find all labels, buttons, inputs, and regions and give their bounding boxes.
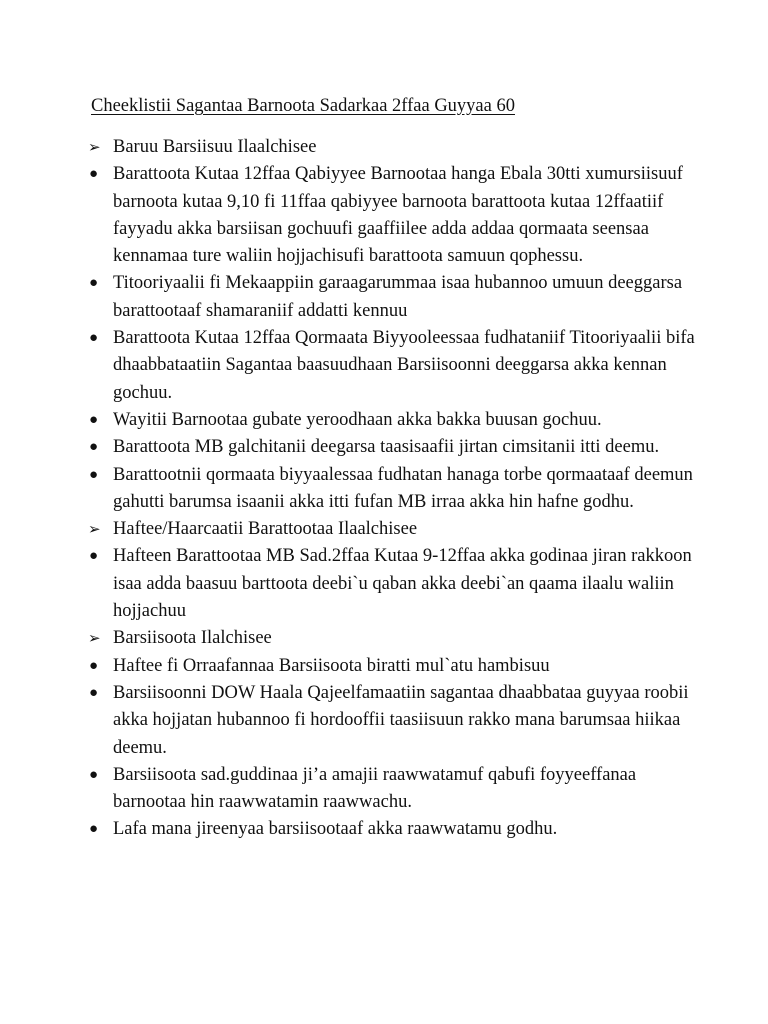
bullet-icon: ● (89, 439, 99, 456)
item-text: Haftee fi Orraafannaa Barsiisoota biratti mul`atu hambisuu (113, 655, 550, 676)
bullet-icon: ● (89, 275, 99, 292)
list-item (0, 653, 768, 680)
section-heading-item (0, 516, 768, 543)
list-item (0, 762, 768, 817)
list-item (0, 462, 768, 517)
bullet-icon: ● (89, 330, 99, 347)
section-heading-item (0, 134, 768, 161)
item-text: Lafa mana jireenyaa barsiisootaaf akka raawwatamu godhu. (113, 819, 558, 840)
bullet-icon: ● (89, 411, 99, 428)
bullet-icon: ● (89, 766, 99, 783)
list-item (0, 161, 768, 270)
item-text: Barattoota Kutaa 12ffaa Qabiyyee Barnootaa hanga Ebala 30tti xumursiisuuf barnoota kutaa 9,10 fi 11ffaa qabiyyee barnoota barattoota kutaa 12ffaatiif fayyadu akka barsiisan gochuufi gaaffiilee adda addaa qormaata seensaa kennamaa ture waliin hojjachisufi barattoota samuun qophessu. (113, 164, 683, 267)
list-item (0, 816, 768, 843)
list-item (0, 434, 768, 461)
section-heading-item (0, 625, 768, 652)
item-text: Haftee/Haarcaatii Barattootaa Ilaalchisee (113, 519, 418, 540)
item-text: Baruu Barsiisuu Ilaalchisee (113, 137, 317, 157)
checklist (0, 134, 768, 844)
bullet-icon: ● (89, 548, 99, 565)
item-text: Barattoota Kutaa 12ffaa Qormaata Biyyooleessaa fudhataniif Titooriyaalii bifa dhaabbataatiin Sagantaa baasuudhaan Barsiisoonni deeggarsa akka kennan gochuu. (113, 328, 695, 403)
bullet-icon: ● (89, 466, 99, 483)
item-text: Barsiisoota sad.guddinaa ji’a amajii raawwatamuf qabufi foyyeeffanaa barnootaa hin raawwatamin raawwachu. (113, 764, 637, 813)
bullet-icon: ● (89, 657, 99, 674)
list-item (0, 407, 768, 434)
list-item (0, 270, 768, 325)
list-item (0, 325, 768, 407)
list-item (0, 543, 768, 625)
list-item (0, 680, 768, 762)
document-title: Cheeklistii Sagantaa Barnoota Sadarkaa 2ffaa Guyyaa 60 (91, 96, 515, 116)
arrow-bullet-icon: ➢ (88, 138, 101, 156)
item-text: Barsiisoota Ilalchisee (113, 628, 272, 649)
item-text: Barsiisoonni DOW Haala Qajeelfamaatiin sagantaa dhaabbataa guyyaa roobii akka hojjatan hubannoo fi hordooffii taasiisuun rakko mana barumsaa hiikaa deemu. (113, 682, 689, 758)
item-text: Hafteen Barattootaa MB Sad.2ffaa Kutaa 9-12ffaa akka godinaa jiran rakkoon isaa adda baasuu barttoota deebi`u qaban akka deebi`an qaama ilaalu waliin hojjachuu (113, 546, 692, 622)
item-text: Titooriyaalii fi Mekaappiin garaagarummaa isaa hubannoo umuun deeggarsa barattootaaf shamaraniif addatti kennuu (113, 273, 683, 321)
arrow-bullet-icon: ➢ (88, 629, 101, 648)
item-text: Wayitii Barnootaa gubate yeroodhaan akka bakka buusan gochuu. (113, 409, 602, 430)
arrow-bullet-icon: ➢ (88, 520, 101, 539)
bullet-icon: ● (89, 166, 99, 183)
bullet-icon: ● (89, 821, 99, 838)
item-text: Barattootnii qormaata biyyaalessaa fudhatan hanaga torbe qormaataaf deemun gahutti barumsa isaanii akka itti fufan MB irraa akka hin hafne godhu. (113, 464, 693, 512)
bullet-icon: ● (89, 684, 99, 701)
item-text: Barattoota MB galchitanii deegarsa taasisaafii jirtan cimsitanii itti deemu. (113, 437, 660, 458)
